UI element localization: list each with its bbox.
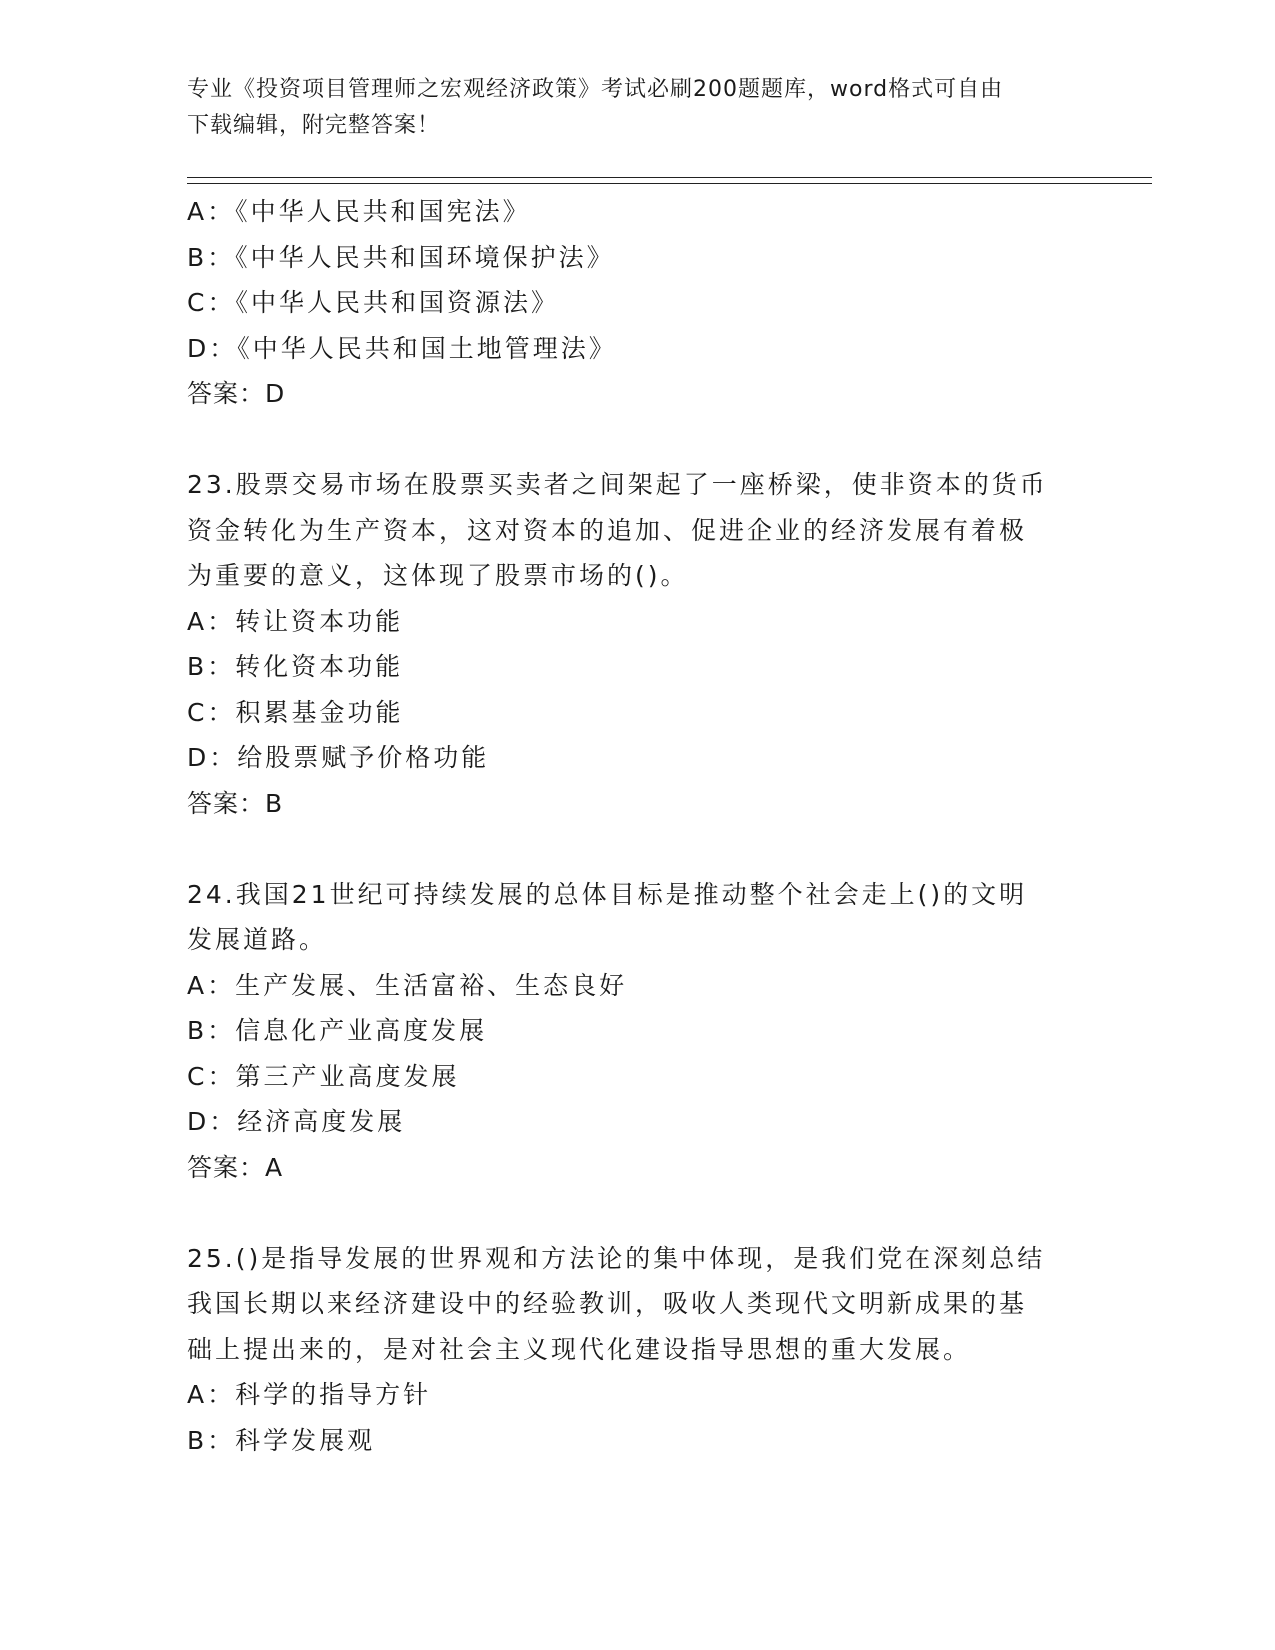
question-list bbox=[187, 189, 1087, 1463]
answer-line: 答案：B bbox=[187, 788, 284, 818]
option-a: A：科学的指导方针 bbox=[187, 1380, 432, 1409]
option-d: D：《中华人民共和国土地管理法》 bbox=[187, 333, 617, 363]
spacer bbox=[187, 1190, 1087, 1236]
question-23 bbox=[187, 462, 1087, 826]
question-stem-line: 发展道路。 bbox=[187, 925, 328, 954]
question-stem-line: 24.我国21世纪可持续发展的总体目标是推动整个社会走上()的文明 bbox=[187, 879, 1028, 909]
header-divider-bottom bbox=[187, 183, 1152, 184]
option-a: A：转让资本功能 bbox=[187, 606, 404, 636]
header-line-1: 专业《投资项目管理师之宏观经济政策》考试必刷200题题库，word格式可自由 bbox=[187, 77, 1004, 102]
option-b: B：《中华人民共和国环境保护法》 bbox=[187, 242, 615, 272]
question-stem-line: 25.()是指导发展的世界观和方法论的集中体现，是我们党在深刻总结 bbox=[187, 1243, 1046, 1273]
answer-line: 答案：A bbox=[187, 1152, 284, 1182]
question-stem-line: 23.股票交易市场在股票买卖者之间架起了一座桥梁，使非资本的货币 bbox=[187, 470, 1048, 499]
option-d: D：经济高度发展 bbox=[187, 1107, 406, 1136]
header-divider-top bbox=[187, 177, 1152, 178]
header-line-2: 下载编辑，附完整答案！ bbox=[187, 113, 441, 138]
option-d: D：给股票赋予价格功能 bbox=[187, 743, 490, 772]
option-a: A：生产发展、生活富裕、生态良好 bbox=[187, 970, 628, 1000]
spacer bbox=[187, 826, 1087, 872]
question-stem-line: 资金转化为生产资本，这对资本的追加、促进企业的经济发展有着极 bbox=[187, 515, 1028, 545]
option-c: C：《中华人民共和国资源法》 bbox=[187, 288, 559, 317]
question-25 bbox=[187, 1236, 1087, 1464]
answer-line: 答案：D bbox=[187, 379, 286, 408]
option-b: B：信息化产业高度发展 bbox=[187, 1016, 488, 1045]
option-c: C：第三产业高度发展 bbox=[187, 1061, 460, 1091]
option-a: A：《中华人民共和国宪法》 bbox=[187, 197, 531, 226]
option-b: B：科学发展观 bbox=[187, 1425, 376, 1455]
option-b: B：转化资本功能 bbox=[187, 652, 404, 681]
question-stem-line: 为重要的意义，这体现了股票市场的()。 bbox=[187, 561, 689, 590]
document-header bbox=[187, 72, 1067, 144]
question-22 bbox=[187, 189, 1087, 417]
question-24 bbox=[187, 872, 1087, 1191]
question-stem-line: 我国长期以来经济建设中的经验教训，吸收人类现代文明新成果的基 bbox=[187, 1289, 1028, 1318]
option-c: C：积累基金功能 bbox=[187, 697, 404, 727]
spacer bbox=[187, 417, 1087, 463]
question-stem-line: 础上提出来的，是对社会主义现代化建设指导思想的重大发展。 bbox=[187, 1334, 972, 1364]
